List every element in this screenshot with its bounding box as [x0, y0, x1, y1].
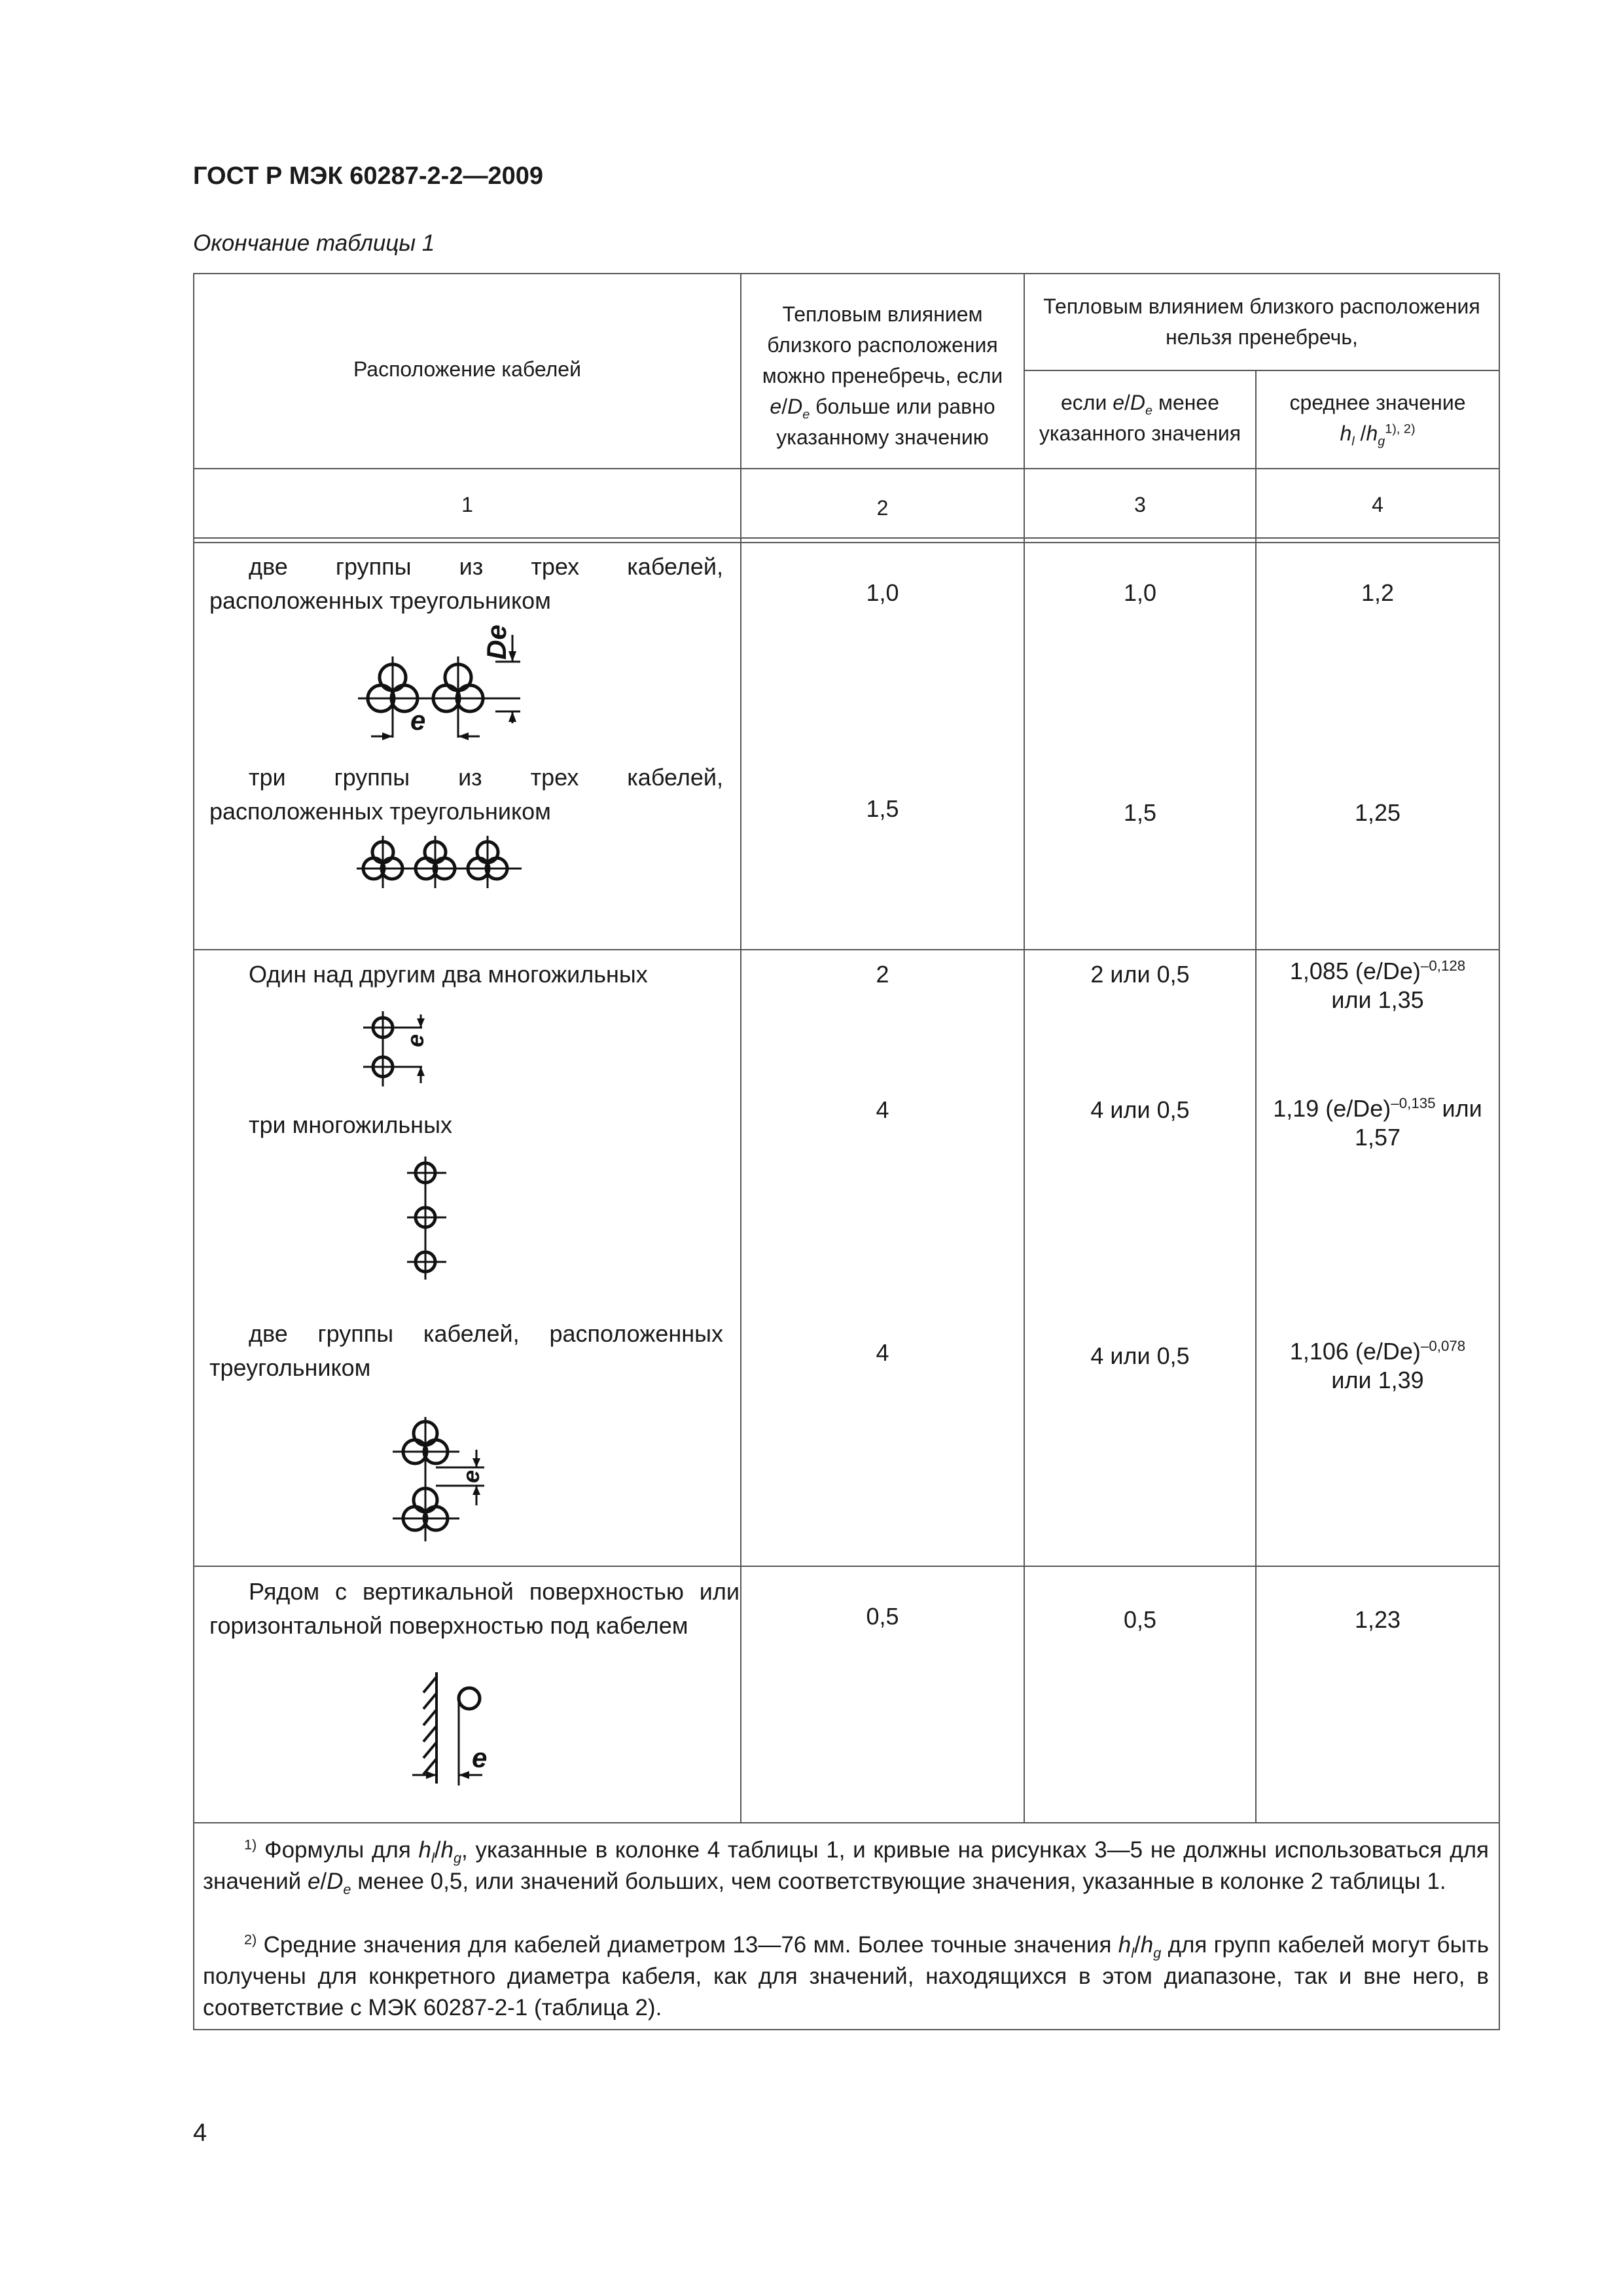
column-number-1: 1: [461, 493, 473, 516]
row-description: две группы кабелей, расположенных треугольником: [209, 1320, 723, 1381]
e-label: e: [402, 1033, 429, 1047]
row-description: Рядом с вертикальной поверхностью или горизонтальной поверхностью под кабелем: [209, 1578, 740, 1639]
header-hl-hg: $h_l$ $/h_g^{1), 2)}$: [1340, 422, 1416, 449]
numbers-bottom-border-1: [193, 537, 1500, 539]
three-trefoil-groups-figure: [344, 828, 540, 906]
row-value-col2: 0,5: [866, 1603, 899, 1630]
header-mean-value: среднее значение $h_l$ $/h_g^{1), 2)}$: [1257, 387, 1499, 449]
header-eDe-ratio: $e/D_e$ больше или равно: [770, 395, 995, 422]
row-value-col4: 1,2: [1361, 579, 1395, 606]
table-border-left: [193, 273, 194, 2030]
table-body-bottom: [193, 1822, 1500, 1823]
column-number-2: 2: [876, 496, 889, 520]
table-border-top: [193, 273, 1500, 274]
header-cannot-be-neglected: Тепловым влиянием близкого расположения нельзя пренебречь,: [1043, 295, 1480, 349]
header-bottom-border: [193, 468, 1500, 469]
De-label: De: [481, 624, 512, 660]
table-caption: Окончание таблицы 1: [193, 230, 435, 256]
two-stacked-cables-figure: [357, 1008, 448, 1106]
two-stacked-trefoils-figure: [386, 1414, 504, 1551]
header-group-divider: [1024, 370, 1500, 371]
column-number-3: 3: [1134, 493, 1146, 516]
footnote-1: $^{1)}$ Формулы для $h_l/h_g$, указанные в колонке 4 таблицы 1, и кривые на рисунках 3—5 не должны использоваться для значений $e/D_e$ менее 0,5, или значений больших, чем соответствующие значения, указанные в колонке 2 таблицы 1.: [203, 1836, 1489, 1897]
row-value-col3: 1,0: [1123, 579, 1157, 606]
three-stacked-cables-figure: [393, 1153, 458, 1284]
document-header: ГОСТ Р МЭК 60287-2-2—2009: [193, 162, 543, 190]
row-description: три многожильных: [249, 1111, 452, 1138]
page-number: 4: [193, 2119, 207, 2147]
row-group-divider-1: [193, 949, 1500, 950]
row-description: Один над другим два многожильных: [249, 961, 648, 988]
e-label: e: [410, 705, 426, 736]
header-cable-arrangement: Расположение кабелей: [353, 357, 581, 381]
row-value-col4: 1,106 $(e/De)^{-0,078}$ или 1,39: [1289, 1338, 1466, 1393]
row-value-col3: 4 или 0,5: [1090, 1342, 1190, 1369]
row-description: три группы из трех кабелей, расположенных треугольником: [209, 764, 723, 825]
row-value-col4: 1,085 $(e/De)^{-0,128}$ или 1,35: [1289, 958, 1466, 1013]
e-label: e: [457, 1469, 484, 1483]
table-border-bottom: [193, 2029, 1500, 2030]
row-value-col2: 2: [876, 961, 889, 988]
two-trefoil-groups-figure: [344, 625, 540, 769]
row-value-col3: 1,5: [1123, 799, 1157, 826]
row-value-col3: 2 или 0,5: [1090, 961, 1190, 988]
header-if-eDe-less: если $e/D_e$ менее: [1060, 391, 1219, 418]
column-number-4: 4: [1372, 493, 1383, 516]
row-value-col3: 4 или 0,5: [1090, 1096, 1190, 1123]
table-border-right: [1499, 273, 1500, 2030]
header-can-be-neglected: Тепловым влиянием близкого расположения можно пренебречь, если $e/D_e$ больше или равно указанному значению: [741, 299, 1024, 453]
row-value-col3: 0,5: [1123, 1606, 1157, 1633]
row-description: две группы из трех кабелей, расположенных треугольником: [209, 553, 723, 614]
row-value-col2: 1,0: [866, 579, 899, 606]
row-value-col2: 1,5: [866, 795, 899, 822]
row-group-divider-2: [193, 1566, 1500, 1567]
row-value-col2: 4: [876, 1339, 889, 1366]
footnote-2: $^{2)}$ Средние значения для кабелей диаметром 13—76 мм. Более точные значения $h_l/h_g$ для групп кабелей могут быть получены для конкретного диаметра кабеля, как для значений, находящихся в этом диапазоне, так и вне него, в соответствие с МЭК 60287-2-1 (таблица 2).: [203, 1931, 1489, 2020]
cable-near-wall-figure: [409, 1669, 553, 1800]
e-label: e: [472, 1742, 488, 1773]
row-value-col2: 4: [876, 1096, 889, 1123]
row-value-col4: 1,23: [1354, 1606, 1401, 1633]
header-if-less: если $e/D_e$ менее указанного значения: [1025, 387, 1255, 449]
row-value-col4: 1,25: [1354, 799, 1401, 826]
numbers-bottom-border-2: [193, 542, 1500, 543]
row-value-col4: 1,19 $(e/De)^{-0,135}$ или 1,57: [1273, 1095, 1482, 1151]
